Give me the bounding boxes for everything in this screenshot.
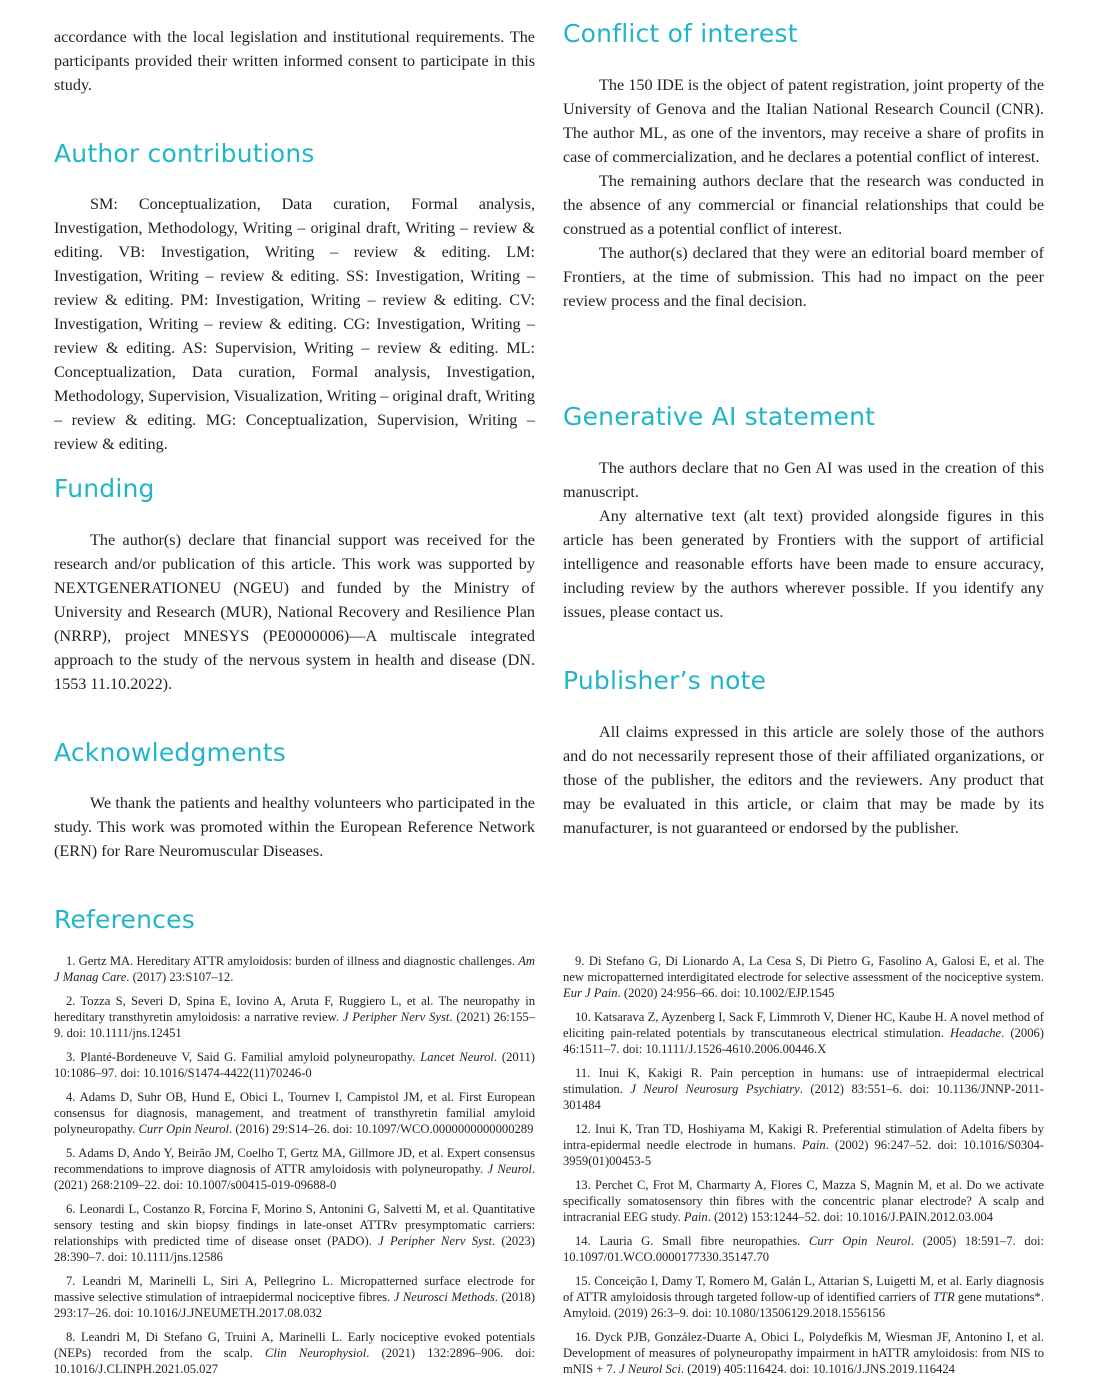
reference-item: 1. Gertz MA. Hereditary ATTR amyloidosis: burden of illness and diagnostic challenges. Am J Manag Care. (2017) 23:S107–12. <box>54 954 535 984</box>
references-list-left <box>54 953 535 1385</box>
reference-item: 14. Lauria G. Small fibre neuropathies. Curr Opin Neurol. (2005) 18:591–7. doi: 10.1097/01.WCO.0000177330.35147.70 <box>563 1234 1044 1264</box>
generative-ai-paragraph-1: The authors declare that no Gen AI was used in the creation of this manuscript. <box>563 459 1044 501</box>
conflict-of-interest-heading: Conflict of interest <box>563 19 798 48</box>
generative-ai-heading: Generative AI statement <box>563 402 876 431</box>
reference-item: 8. Leandri M, Di Stefano G, Truini A, Marinelli L. Early nociceptive evoked potentials (NEPs) recorded from the scalp. Clin Neurophysiol. (2021) 132:2896–906. doi: 10.1016/J.CLINPH.2021.05.027 <box>54 1330 535 1376</box>
funding-heading: Funding <box>54 474 155 503</box>
conflict-paragraph-2: The remaining authors declare that the research was conducted in the absence of any commercial or financial relationships that could be construed as a potential conflict of interest. <box>563 172 1044 238</box>
author-contributions-section <box>54 192 535 456</box>
reference-item: 12. Inui K, Tran TD, Hoshiyama M, Kakigi R. Preferential stimulation of Adelta fibers by intra-epidermal needle electrode in humans. Pain. (2002) 96:247–52. doi: 10.1016/S0304-3959(01)00453-5 <box>563 1122 1044 1168</box>
reference-item: 4. Adams D, Suhr OB, Hund E, Obici L, Tournev I, Campistol JM, et al. First European consensus for diagnosis, management, and treatment of transthyretin familial amyloid polyneuropathy. Curr Opin Neurol. (2016) 29:S14–26. doi: 10.1097/WCO.0000000000000289 <box>54 1090 535 1136</box>
reference-item: 13. Perchet C, Frot M, Charmarty A, Flores C, Mazza S, Magnin M, et al. Do we activate specifically somatosensory thin fibres with the concentric planar electrode? A scalp and intracranial EEG study. Pain. (2012) 153:1244–52. doi: 10.1016/J.PAIN.2012.03.004 <box>563 1178 1044 1224</box>
conflict-of-interest-section <box>563 73 1044 313</box>
reference-item: 9. Di Stefano G, Di Lionardo A, La Cesa S, Di Pietro G, Fasolino A, Galosi E, et al. The new micropatterned interdigitated electrode for selective assessment of the nociceptive system. Eur J Pain. (2020) 24:956–66. doi: 10.1002/EJP.1545 <box>563 954 1044 1000</box>
ethics-paragraph: accordance with the local legislation and institutional requirements. The participants provided their written informed consent to participate in this study. <box>54 28 535 94</box>
funding-section <box>54 528 535 696</box>
reference-item: 10. Katsarava Z, Ayzenberg I, Sack F, Limmroth V, Diener HC, Kaube H. A novel method of eliciting pain-related potentials by transcutaneous electrical stimulation. Headache. (2006) 46:1511–7. doi: 10.1111/J.1526-4610.2006.00446.X <box>563 1010 1044 1056</box>
acknowledgments-paragraph: We thank the patients and healthy volunteers who participated in the study. This work was promoted within the European Reference Network (ERN) for Rare Neuromuscular Diseases. <box>54 794 535 860</box>
conflict-paragraph-1: The 150 IDE is the object of patent registration, joint property of the University of Genova and the Italian National Research Council (CNR). The author ML, as one of the inventors, may receive a share of profits in case of commercialization, and he declares a potential conflict of interest. <box>563 76 1044 166</box>
acknowledgments-heading: Acknowledgments <box>54 738 286 767</box>
author-contributions-heading: Author contributions <box>54 139 315 168</box>
references-heading: References <box>54 905 195 934</box>
reference-item: 16. Dyck PJB, González-Duarte A, Obici L, Polydefkis M, Wiesman JF, Antonino I, et al. Development of measures of polyneuropathy impairment in hATTR amyloidosis: from NIS to mNIS + 7. J Neurol Sci. (2019) 405:116424. doi: 10.1016/J.JNS.2019.116424 <box>563 1330 1044 1376</box>
author-contributions-paragraph: SM: Conceptualization, Data curation, Formal analysis, Investigation, Methodology, Writing – original draft, Writing – review & editing. VB: Investigation, Writing – review & editing. LM: Investigation, Writing – review & editing. SS: Investigation, Writing – review & editing. PM: Investigation, Writing – review & editing. CV: Investigation, Writing – review & editing. CG: Investigation, Writing – review & editing. AS: Supervision, Writing – review & editing. ML: Conceptualization, Data curation, Formal analysis, Investigation, Methodology, Supervision, Visualization, Writing – original draft, Writing – review & editing. MG: Conceptualization, Supervision, Writing – review & editing. <box>54 195 535 453</box>
generative-ai-section <box>563 456 1044 624</box>
reference-item: 15. Conceição I, Damy T, Romero M, Galán L, Attarian S, Luigetti M, et al. Early diagnosis of ATTR amyloidosis through targeted follow-up of identified carriers of TTR gene mutations*. Amyloid. (2019) 26:3–9. doi: 10.1080/13506129.2018.1556156 <box>563 1274 1044 1320</box>
ethics-continuation <box>54 25 535 97</box>
publishers-note-heading: Publisher’s note <box>563 666 767 695</box>
reference-item: 5. Adams D, Ando Y, Beirão JM, Coelho T, Gertz MA, Gillmore JD, et al. Expert consensus recommendations to improve diagnosis of ATTR amyloidosis with polyneuropathy. J Neurol. (2021) 268:2109–22. doi: 10.1007/s00415-019-09688-0 <box>54 1146 535 1192</box>
publishers-note-paragraph: All claims expressed in this article are solely those of the authors and do not necessarily represent those of their affiliated organizations, or those of the publisher, the editors and the reviewers. Any product that may be evaluated in this article, or claim that may be made by its manufacturer, is not guaranteed or endorsed by the publisher. <box>563 723 1044 837</box>
generative-ai-paragraph-2: Any alternative text (alt text) provided alongside figures in this article has been generated by Frontiers with the support of artificial intelligence and reasonable efforts have been made to ensure accuracy, including review by the authors wherever possible. If you identify any issues, please contact us. <box>563 507 1044 621</box>
reference-item: 3. Planté-Bordeneuve V, Said G. Familial amyloid polyneuropathy. Lancet Neurol. (2011) 10:1086–97. doi: 10.1016/S1474-4422(11)70246-0 <box>54 1050 535 1080</box>
reference-item: 11. Inui K, Kakigi R. Pain perception in humans: use of intraepidermal electrical stimulation. J Neurol Neurosurg Psychiatry. (2012) 83:551–6. doi: 10.1136/JNNP-2011-301484 <box>563 1066 1044 1112</box>
reference-item: 6. Leonardi L, Costanzo R, Forcina F, Morino S, Antonini G, Salvetti M, et al. Quantitative sensory testing and skin biopsy findings in late-onset ATTRv presymptomatic carriers: relationships with predicted time of disease onset (PADO). J Peripher Nerv Syst. (2023) 28:390–7. doi: 10.1111/jns.12586 <box>54 1202 535 1264</box>
references-list-right <box>563 953 1044 1385</box>
publishers-note-section <box>563 720 1044 840</box>
reference-item: 2. Tozza S, Severi D, Spina E, Iovino A, Aruta F, Ruggiero L, et al. The neuropathy in hereditary transthyretin amyloidosis: a narrative review. J Peripher Nerv Syst. (2021) 26:155–9. doi: 10.1111/jns.12451 <box>54 994 535 1040</box>
funding-paragraph: The author(s) declare that financial support was received for the research and/or publication of this article. This work was supported by NEXTGENERATIONEU (NGEU) and funded by the Ministry of University and Research (MUR), National Recovery and Resilience Plan (NRRP), project MNESYS (PE0000006)—A multiscale integrated approach to the study of the nervous system in health and disease (DN. 1553 11.10.2022). <box>54 531 535 693</box>
conflict-paragraph-3: The author(s) declared that they were an editorial board member of Frontiers, at the time of submission. This had no impact on the peer review process and the final decision. <box>563 244 1044 310</box>
acknowledgments-section <box>54 791 535 863</box>
reference-item: 7. Leandri M, Marinelli L, Siri A, Pellegrino L. Micropatterned surface electrode for massive selective stimulation of intraepidermal nociceptive fibres. J Neurosci Methods. (2018) 293:17–26. doi: 10.1016/J.JNEUMETH.2017.08.032 <box>54 1274 536 1320</box>
